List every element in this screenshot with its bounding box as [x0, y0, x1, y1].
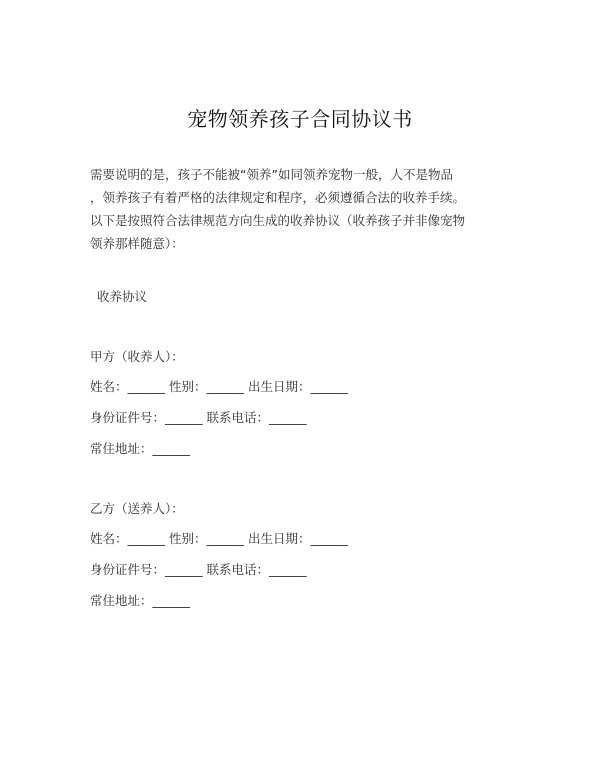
document-title: 宠物领养孩子合同协议书: [187, 107, 413, 131]
party-b-address: 常住地址：______: [90, 593, 191, 608]
intro-line: 以下是按照符合法律规范方向生成的收养协议（收养孩子并非像宠物: [90, 213, 466, 228]
intro-paragraph: [90, 163, 510, 255]
party-b-id-phone: 身份证件号：______ 联系电话：______: [90, 562, 307, 577]
party-a-address: 常住地址：______: [90, 441, 191, 456]
party-b-name-gender-birth: 姓名：______ 性别：______ 出生日期：______: [90, 531, 348, 546]
party-a-heading: 甲方（收养人）：: [90, 349, 184, 364]
party-b-heading: 乙方（送养人）：: [90, 501, 184, 516]
intro-line: 需要说明的是，孩子不能被“领养”如同领养宠物一般，人不是物品: [90, 167, 453, 182]
agreement-heading: 收养协议: [97, 289, 148, 304]
intro-line: 领养那样随意）：: [90, 236, 184, 251]
intro-line: ，领养孩子有着严格的法律规定和程序，必须遵循合法的收养手续。: [90, 190, 466, 205]
party-a-name-gender-birth: 姓名：______ 性别：______ 出生日期：______: [90, 379, 348, 394]
party-a-id-phone: 身份证件号：______ 联系电话：______: [90, 410, 307, 425]
